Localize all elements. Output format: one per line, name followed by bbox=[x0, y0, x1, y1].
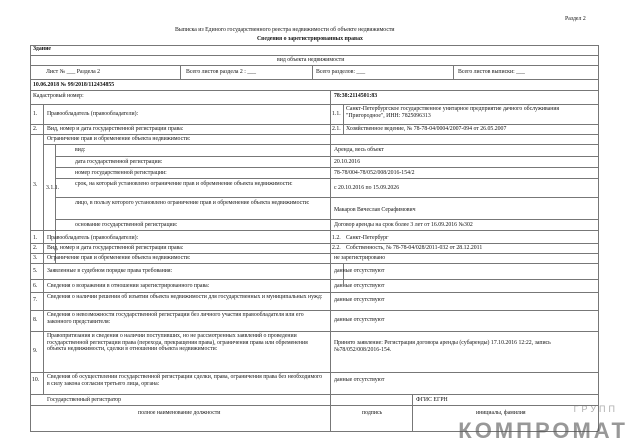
row-number: 3. bbox=[33, 255, 38, 261]
encumbrance-item-label: дата государственной регистрации: bbox=[75, 159, 163, 165]
row-label: Сведения о наличии решения об изъятии объекта недвижимости для государственных и муниципальных нужд: bbox=[47, 294, 323, 300]
section-label: Раздел 2 bbox=[565, 16, 586, 22]
row-number: 2. bbox=[33, 126, 38, 132]
row-number: 1. bbox=[33, 235, 38, 241]
encumbrance-label: Ограничение прав и обременение объекта недвижимости: bbox=[47, 136, 191, 142]
row-label: Заявленные в судебном порядке права требования: bbox=[47, 268, 173, 274]
encumbrance-item-value: 20.10.2016 bbox=[334, 159, 361, 165]
sections-total: Всего разделов: ___ bbox=[316, 69, 366, 75]
row-number: 5. bbox=[33, 268, 38, 274]
row-value: Собственность, № 78-78-04/028/2011-032 от 28.12.2011 bbox=[346, 245, 483, 251]
encumbrance-item-value: Договор аренды на срок более 3 лет от 16.09.2016 №302 bbox=[334, 222, 473, 228]
encumbrance-sub-number: 3.1.1. bbox=[46, 185, 60, 191]
row-value: данные отсутствуют bbox=[334, 297, 385, 303]
cadastral-label: Кадастровый номер: bbox=[33, 93, 84, 99]
row-label: Правообладатель (правообладатели): bbox=[47, 111, 139, 117]
row-label: Правообладатель (правообладатели): bbox=[47, 235, 139, 241]
row-value: Принято заявление: Регистрация договора аренды (субаренды) 17.10.2016 12:22, запись №78/052/008/2016-154. bbox=[334, 340, 551, 353]
row-label: Ограничение прав и обременение объекта недвижимости: bbox=[47, 255, 191, 261]
row-number: 2. bbox=[33, 245, 38, 251]
row-value: Санкт-Петербургское государственное унитарное предприятие дачного обслуживания "Пригородное", ИНН: 7825096313 bbox=[346, 106, 560, 119]
row-value: данные отсутствуют bbox=[334, 317, 385, 323]
row-label: Сведения об осуществлении государственной регистрации сделки, права, ограничения права без необходимого в силу закона согласия третьего лица, органа: bbox=[47, 374, 323, 387]
encumbrance-item-label: номер государственной регистрации: bbox=[75, 170, 167, 176]
row-value: данные отсутствуют bbox=[334, 283, 385, 289]
encumbrance-number: 3. bbox=[33, 182, 38, 188]
object-type-caption: вид объекта недвижимости bbox=[277, 57, 345, 63]
row-sub-number: 1.2. bbox=[332, 235, 341, 241]
row-label: Сведения о возражении в отношении зарегистрированного права: bbox=[47, 283, 210, 289]
row-value: данные отсутствуют bbox=[334, 377, 385, 383]
row-number: 9. bbox=[33, 348, 38, 354]
row-label: Правопритязания и сведения о наличии поступивших, но не рассмотренных заявлений о проведении государственной регистрации права (перехода, прекращения права), ограничения права или обременения объекта недвижимости, сделки в отношении объекта недвижимости: bbox=[47, 333, 308, 353]
section-sheets-total: Всего листов раздела 2 : ___ bbox=[186, 69, 256, 75]
document-title: Выписка из Единого государственного реестра недвижимости об объекте недвижимости bbox=[175, 27, 395, 33]
encumbrance-item-label: основание государственной регистрации: bbox=[75, 222, 178, 228]
row-number: 7. bbox=[33, 297, 38, 303]
encumbrance-item-value: Аренда, весь объект bbox=[334, 147, 384, 153]
watermark-small: ГРУПП bbox=[573, 404, 618, 414]
registrar-label: Государственный регистратор bbox=[47, 397, 122, 403]
registrar-value: ФГИС ЕГРН bbox=[416, 397, 448, 403]
row-number: 8. bbox=[33, 317, 38, 323]
caption-signature: подпись bbox=[362, 410, 383, 416]
document-subtitle: Сведения о зарегистрированных правах bbox=[257, 36, 363, 42]
row-label: Вид, номер и дата государственной регистрации права: bbox=[47, 126, 184, 132]
extract-sheets-total: Всего листов выписки: ___ bbox=[458, 69, 525, 75]
row-value: не зарегистрировано bbox=[334, 255, 386, 261]
row-sub-number: 2.1. bbox=[332, 126, 341, 132]
row-number: 10. bbox=[32, 377, 40, 383]
row-label: Вид, номер и дата государственной регистрации права: bbox=[47, 245, 184, 251]
caption-initials: инициалы, фамилия bbox=[476, 410, 526, 416]
row-value: Санкт-Петербург bbox=[346, 235, 389, 241]
row-value: Хозяйственное ведение, № 78-78-04/0004/2007-094 от 26.05.2007 bbox=[346, 126, 507, 132]
row-number: 1. bbox=[33, 111, 38, 117]
row-label: Сведения о невозможности государственной регистрации без личного участия правообладателя или его законного представителя: bbox=[47, 312, 304, 325]
encumbrance-item-label: вид: bbox=[75, 147, 86, 153]
sheet-number: Лист № ___ Раздела 2 bbox=[46, 69, 101, 75]
row-sub-number: 1.1. bbox=[332, 111, 341, 117]
row-sub-number: 2.2. bbox=[332, 245, 341, 251]
extract-date-number: 10.06.2018 № 99/2018/112434855 bbox=[33, 82, 115, 88]
row-value: данные отсутствуют bbox=[334, 268, 385, 274]
encumbrance-item-value: 78-78/004-78/052/008/2016-154/2 bbox=[334, 170, 415, 176]
watermark-big: КОМПРОМАТ bbox=[458, 418, 628, 443]
encumbrance-item-label: срок, на который установлено ограничение прав и обременение объекта недвижимости: bbox=[75, 181, 293, 187]
row-number: 6. bbox=[33, 283, 38, 289]
cadastral-number: 78:38:2114501:83 bbox=[334, 93, 378, 99]
caption-position: полное наименование должности bbox=[138, 410, 221, 416]
encumbrance-item-label: лицо, в пользу которого установлено ограничение прав и обременение объекта недвижимости: bbox=[75, 200, 310, 206]
watermark-logo bbox=[458, 404, 628, 444]
encumbrance-item-value: с 20.10.2016 по 15.09.2026 bbox=[334, 185, 400, 191]
encumbrance-item-value: Макаров Вячеслав Серафимович bbox=[334, 207, 416, 213]
object-type-value: Здание bbox=[33, 46, 51, 52]
